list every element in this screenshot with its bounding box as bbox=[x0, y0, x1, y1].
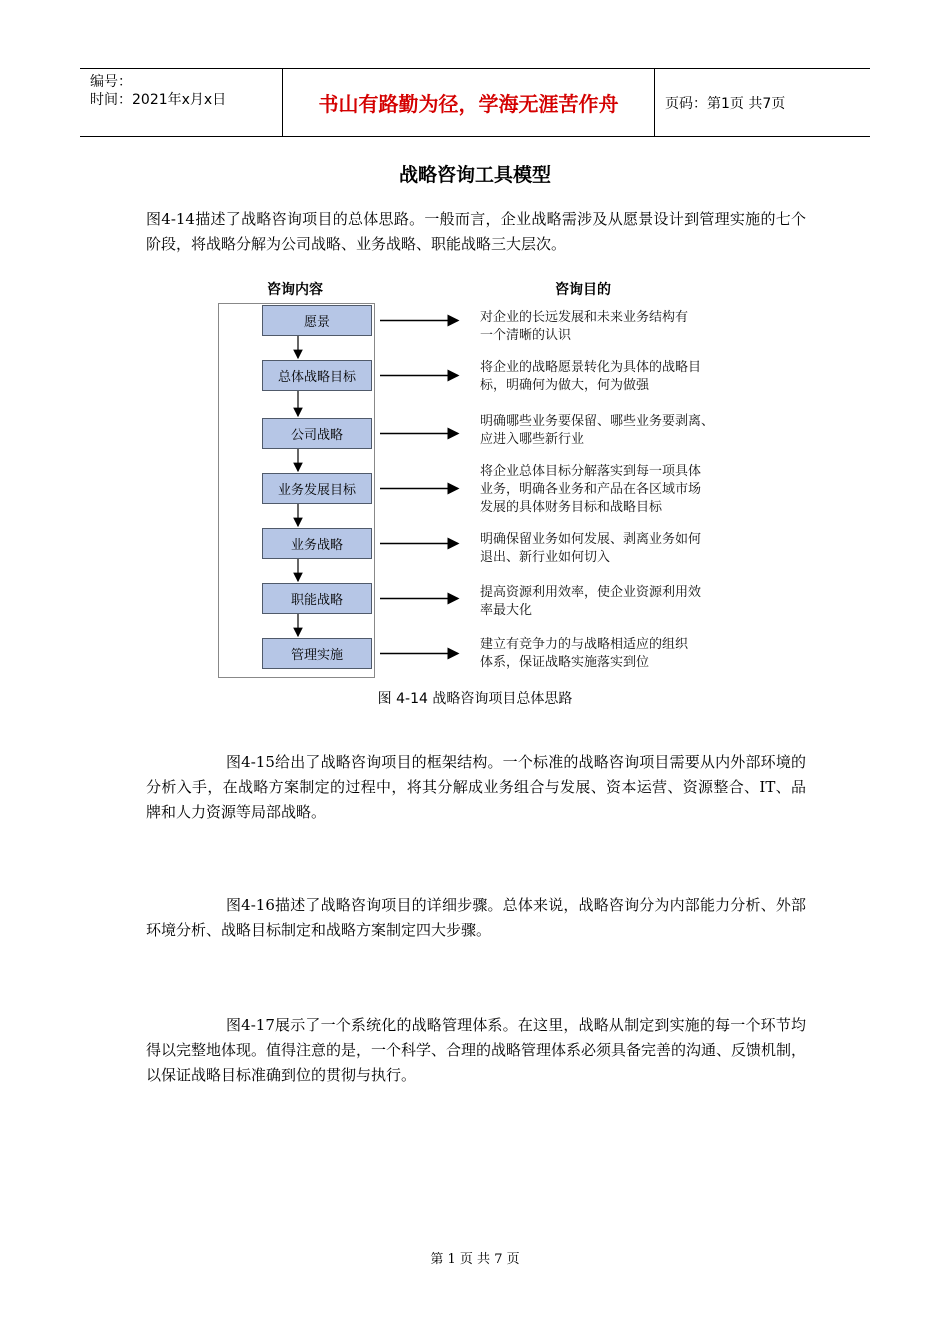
stage-box: 业务战略 bbox=[262, 528, 372, 559]
stage-box: 总体战略目标 bbox=[262, 360, 372, 391]
stage-goal-line: 提高资源利用效率，使企业资源利用效 bbox=[480, 585, 702, 600]
stage-goal-line: 标，明确何为做大，何为做强 bbox=[480, 378, 650, 393]
page-footer: 第 1 页 共 7 页 bbox=[430, 1252, 520, 1267]
stage-box: 愿景 bbox=[262, 305, 372, 336]
paragraph: 图4-17展示了一个系统化的战略管理体系。在这里，战略从制定到实施的每一个环节均得以完整地体现。值得注意的是，一个科学、合理的战略管理体系必须具备完善的沟通、反馈机制，以保证战略目标准确到位的贯彻与执行。 bbox=[146, 1016, 807, 1084]
header-page-info: 页码：第1页 共7页 bbox=[665, 95, 786, 112]
stage-goal-line: 应进入哪些新行业 bbox=[480, 432, 585, 447]
number-label: 编号： bbox=[90, 74, 132, 90]
stage-goal-line: 建立有竞争力的与战略相适应的组织 bbox=[480, 637, 689, 652]
stage-goal-line: 明确保留业务如何发展、剥离业务如何 bbox=[480, 532, 702, 547]
stage-goal-line: 对企业的长远发展和未来业务结构有 bbox=[480, 310, 689, 325]
stage-goal-line: 一个清晰的认识 bbox=[480, 328, 572, 343]
paragraph: 图4-14描述了战略咨询项目的总体思路。一般而言，企业战略需涉及从愿景设计到管理实施的七个阶段，将战略分解为公司战略、业务战略、职能战略三大层次。 bbox=[146, 210, 806, 253]
stage-goal-line: 明确哪些业务要保留、哪些业务要剥离、 bbox=[480, 414, 715, 429]
header-motto: 书山有路勤为径，学海无涯苦作舟 bbox=[318, 92, 619, 116]
stage-goal-line: 退出、新行业如何切入 bbox=[480, 550, 611, 565]
stage-goal-line: 业务，明确各业务和产品在各区域市场 bbox=[480, 482, 702, 497]
time-label: 时间：2021年x月x日 bbox=[90, 92, 227, 108]
paragraph: 图4-15给出了战略咨询项目的框架结构。一个标准的战略咨询项目需要从内外部环境的分析入手，在战略方案制定的过程中，将其分解成业务组合与发展、资本运营、资源整合、IT、品牌和人力资源等局部战略。 bbox=[146, 753, 806, 821]
stage-box: 业务发展目标 bbox=[262, 473, 372, 504]
stage-goal-line: 率最大化 bbox=[480, 603, 533, 618]
stage-goal-line: 将企业总体目标分解落实到每一项具体 bbox=[480, 464, 702, 479]
stage-box: 公司战略 bbox=[262, 418, 372, 449]
figure-caption: 图 4-14 战略咨询项目总体思路 bbox=[377, 691, 573, 707]
document-title: 战略咨询工具模型 bbox=[398, 164, 551, 186]
paragraph: 图4-16描述了战略咨询项目的详细步骤。总体来说，战略咨询分为内部能力分析、外部环境分析、战略目标制定和战略方案制定四大步骤。 bbox=[146, 896, 806, 939]
stage-goal-line: 体系，保证战略实施落实到位 bbox=[480, 655, 650, 670]
stage-box: 职能战略 bbox=[262, 583, 372, 614]
stage-goal-line: 将企业的战略愿景转化为具体的战略目 bbox=[480, 360, 702, 375]
figure-right-header: 咨询目的 bbox=[555, 282, 611, 298]
stage-goal-line: 发展的具体财务目标和战略目标 bbox=[480, 500, 663, 515]
stage-box: 管理实施 bbox=[262, 638, 372, 669]
figure-left-header: 咨询内容 bbox=[267, 282, 323, 298]
